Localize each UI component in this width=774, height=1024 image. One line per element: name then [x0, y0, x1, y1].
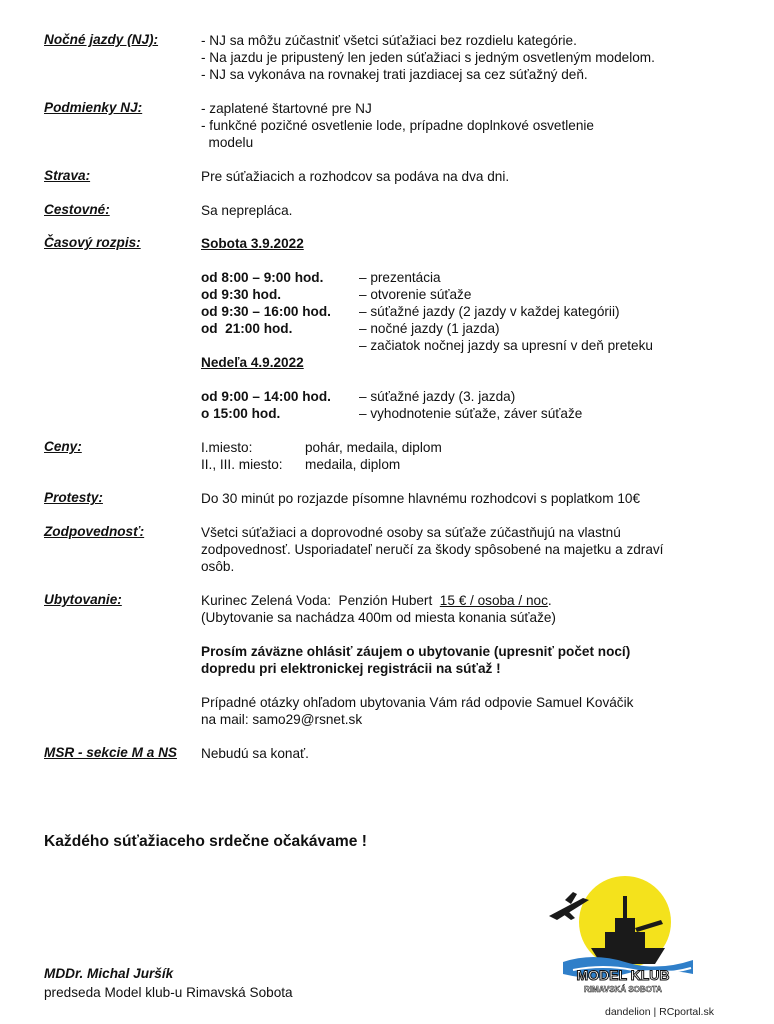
schedule-desc: – nočné jazdy (1 jazda) — [359, 321, 500, 336]
label-zodpovednost: Zodpovednosť: — [44, 524, 145, 539]
text-line: - zaplatené štartovné pre NJ — [201, 101, 372, 116]
text-line: Prosím záväzne ohlásiť záujem o ubytovanie (upresniť počet nocí) — [201, 644, 631, 659]
day1-schedule — [201, 269, 653, 354]
schedule-desc: – prezentácia — [359, 270, 441, 285]
accommodation-price: 15 € / osoba / noc — [439, 593, 548, 608]
msr-text: Nebudú sa konať. — [201, 746, 309, 761]
schedule-row — [201, 286, 653, 303]
signature-name: MDDr. Michal Juršík — [44, 966, 174, 981]
prize-items: pohár, medaila, diplom — [305, 440, 442, 455]
text-line: osôb. — [201, 559, 235, 574]
schedule-desc: – súťažné jazdy (3. jazda) — [359, 389, 516, 404]
label-protesty: Protesty: — [44, 490, 103, 505]
logo-title: MODEL KLUB — [576, 967, 670, 983]
text-line: Prípadné otázky ohľadom ubytovania Vám rád odpovie Samuel Kováčik — [201, 695, 634, 710]
label-nocne-jazdy: Nočné jazdy (NJ): — [44, 32, 159, 47]
closing-line: Každého súťažiaceho srdečne očakávame ! — [44, 833, 367, 850]
accommodation-place: Kurinec Zelená Voda: Penzión Hubert — [201, 593, 440, 608]
schedule-time: od 9:30 – 16:00 hod. — [201, 304, 331, 319]
label-podmienky: Podmienky NJ: — [44, 100, 143, 115]
label-msr: MSR - sekcie M a NS — [44, 745, 177, 760]
schedule-time: o 15:00 hod. — [201, 406, 281, 421]
strava-text: Pre súťažiacich a rozhodcov sa podáva na dva dni. — [201, 169, 510, 184]
protesty-text: Do 30 minút po rozjazde písomne hlavnému rozhodcovi s poplatkom 10€ — [201, 491, 641, 506]
text-line: (Ubytovanie sa nachádza 400m od miesta konania súťaže) — [201, 610, 556, 625]
label-ceny: Ceny: — [44, 439, 82, 454]
prize-place: II., III. miesto: — [201, 457, 283, 472]
cestovne-text: Sa neprepláca. — [201, 203, 293, 218]
accommodation-dot: . — [547, 593, 552, 608]
schedule-row — [201, 269, 653, 286]
schedule-time: od 21:00 hod. — [201, 321, 293, 336]
day2-heading: Nedeľa 4.9.2022 — [201, 355, 304, 370]
podmienky-text — [201, 100, 594, 151]
label-strava: Strava: — [44, 168, 91, 183]
schedule-time: od 9:30 hod. — [201, 287, 282, 302]
prize-place: I.miesto: — [201, 440, 253, 455]
footer-credit: dandelion | RCportal.sk — [605, 1006, 714, 1018]
schedule-row — [201, 405, 582, 422]
label-casovy-rozpis: Časový rozpis: — [44, 235, 141, 250]
schedule-row — [201, 303, 653, 320]
text-line: modelu — [201, 135, 254, 150]
logo-subtitle: RIMAVSKÁ SOBOTA — [584, 985, 662, 994]
ubytovanie-contact — [201, 694, 633, 728]
day1-heading: Sobota 3.9.2022 — [201, 236, 304, 251]
zodpovednost-text — [201, 524, 663, 575]
text-line: na mail: samo29@rsnet.sk — [201, 712, 363, 727]
schedule-time: od 8:00 – 9:00 hod. — [201, 270, 324, 285]
nocne-jazdy-text — [201, 32, 655, 83]
text-line: zodpovednosť. Usporiadateľ neručí za škody spôsobené na majetku a zdraví — [201, 542, 664, 557]
schedule-desc: – vyhodnotenie súťaže, záver súťaže — [359, 406, 583, 421]
schedule-desc: – začiatok nočnej jazdy sa upresní v deň preteku — [359, 338, 653, 353]
schedule-desc: – otvorenie súťaže — [359, 287, 472, 302]
text-line: dopredu pri elektronickej registrácii na súťaž ! — [201, 661, 501, 676]
prize-items: medaila, diplom — [305, 457, 401, 472]
schedule-row — [201, 388, 582, 405]
ceny-table — [201, 439, 442, 473]
label-ubytovanie: Ubytovanie: — [44, 592, 122, 607]
ubytovanie-notice — [201, 643, 630, 677]
text-line: Všetci súťažiaci a doprovodné osoby sa súťaže zúčastňujú na vlastnú — [201, 525, 621, 540]
prize-row — [201, 439, 442, 456]
ubytovanie-text — [201, 592, 556, 626]
accommodation-line — [201, 592, 556, 609]
text-line: - NJ sa môžu zúčastniť všetci súťažiaci bez rozdielu kategórie. — [201, 33, 577, 48]
schedule-row — [201, 337, 653, 354]
text-line: - Na jazdu je pripustený len jeden súťažiaci s jedným osvetleným modelom. — [201, 50, 655, 65]
label-cestovne: Cestovné: — [44, 202, 110, 217]
text-line: - funkčné pozičné osvetlenie lode, prípadne doplnkové osvetlenie — [201, 118, 594, 133]
schedule-row — [201, 320, 653, 337]
prize-row — [201, 456, 442, 473]
day2-schedule — [201, 388, 582, 422]
model-klub-logo — [543, 870, 703, 1000]
logo-graphic — [543, 870, 703, 1000]
schedule-desc: – súťažné jazdy (2 jazdy v každej kategórii) — [359, 304, 620, 319]
signature-role: predseda Model klub-u Rimavská Sobota — [44, 985, 293, 1000]
text-line: - NJ sa vykonáva na rovnakej trati jazdiacej sa cez súťažný deň. — [201, 67, 588, 82]
schedule-time: od 9:00 – 14:00 hod. — [201, 389, 331, 404]
